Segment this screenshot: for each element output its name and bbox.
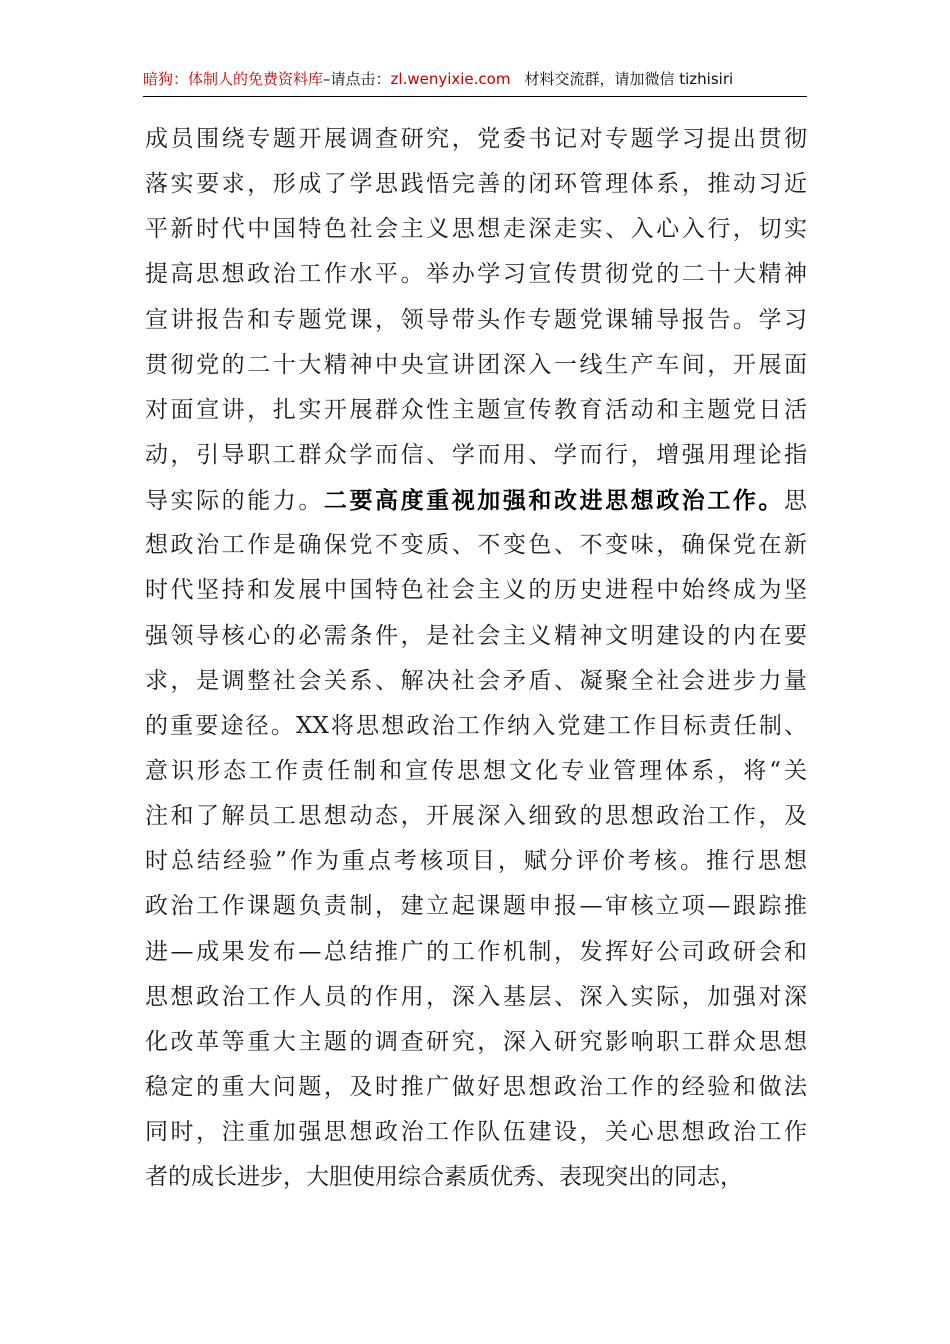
body-line: 成员围绕专题开展调查研究，党委书记对专题学习提出贯彻 <box>145 126 807 152</box>
body-line: 进—成果发布—总结推广的工作机制，发挥好公司政研会和 <box>145 938 807 965</box>
body-line-with-heading <box>145 478 807 523</box>
body-line: 者的成长进步，大胆使用综合素质优秀、表现突出的同志， <box>145 1164 743 1191</box>
body-line: 注和了解员工思想动态，开展深入细致的思想政治工作，及 <box>145 803 807 830</box>
body-line: 平新时代中国特色社会主义思想走深走实、入心入行，切实 <box>145 216 807 243</box>
body-line: 想政治工作是确保党不变质、不变色、不变味，确保党在新 <box>145 532 807 559</box>
body-text-segment: 思 <box>784 488 808 515</box>
body-text-segment: 导实际的能力。 <box>145 488 324 515</box>
header-wechat-note: 材料交流群，请加微信 tizhisiri <box>524 70 734 88</box>
body-line: 的重要途径。XX将思想政治工作纳入党建工作目标责任制、 <box>145 712 807 739</box>
header-url-link[interactable]: zl.wenyixie.com <box>390 70 511 88</box>
body-line: 强领导核心的必需条件，是社会主义精神文明建设的内在要 <box>145 622 807 649</box>
body-line: 落实要求，形成了学思践悟完善的闭环管理体系，推动习近 <box>145 171 807 198</box>
body-line: 贯彻党的二十大精神中央宣讲团深入一线生产车间，开展面 <box>145 351 807 378</box>
header-click-prompt: –请点击： <box>323 70 391 88</box>
section-heading-two: 二要高度重视加强和改进思想政治工作。 <box>323 487 785 515</box>
body-line: 对面宣讲，扎实开展群众性主题宣传教育活动和主题党日活 <box>145 396 807 423</box>
body-line: 思想政治工作人员的作用，深入基层、深入实际，加强对深 <box>145 983 807 1010</box>
body-line: 化改革等重大主题的调查研究，深入研究影响职工群众思想 <box>145 1028 807 1055</box>
page-header <box>143 62 807 97</box>
body-line: 同时，注重加强思想政治工作队伍建设，关心思想政治工作 <box>145 1119 807 1146</box>
document-body <box>145 117 807 1200</box>
body-line: 政治工作课题负责制，建立起课题申报—审核立项—跟踪推 <box>145 893 807 920</box>
body-line: 动，引导职工群众学而信、学而用、学而行，增强用理论指 <box>145 441 807 468</box>
body-line: 宣讲报告和专题党课，领导带头作专题党课辅导报告。学习 <box>145 306 807 333</box>
header-site-name: 暗狗：体制人的免费资料库 <box>143 70 324 88</box>
body-line: 提高思想政治工作水平。举办学习宣传贯彻党的二十大精神 <box>145 261 807 288</box>
body-line: 稳定的重大问题，及时推广做好思想政治工作的经验和做法 <box>145 1073 807 1100</box>
body-line: 意识形态工作责任制和宣传思想文化专业管理体系，将“关 <box>145 757 807 784</box>
body-line: 求，是调整社会关系、解决社会矛盾、凝聚全社会进步力量 <box>145 667 807 694</box>
body-line: 时代坚持和发展中国特色社会主义的历史进程中始终成为坚 <box>145 577 807 604</box>
body-line: 时总结经验”作为重点考核项目，赋分评价考核。推行思想 <box>145 848 807 875</box>
